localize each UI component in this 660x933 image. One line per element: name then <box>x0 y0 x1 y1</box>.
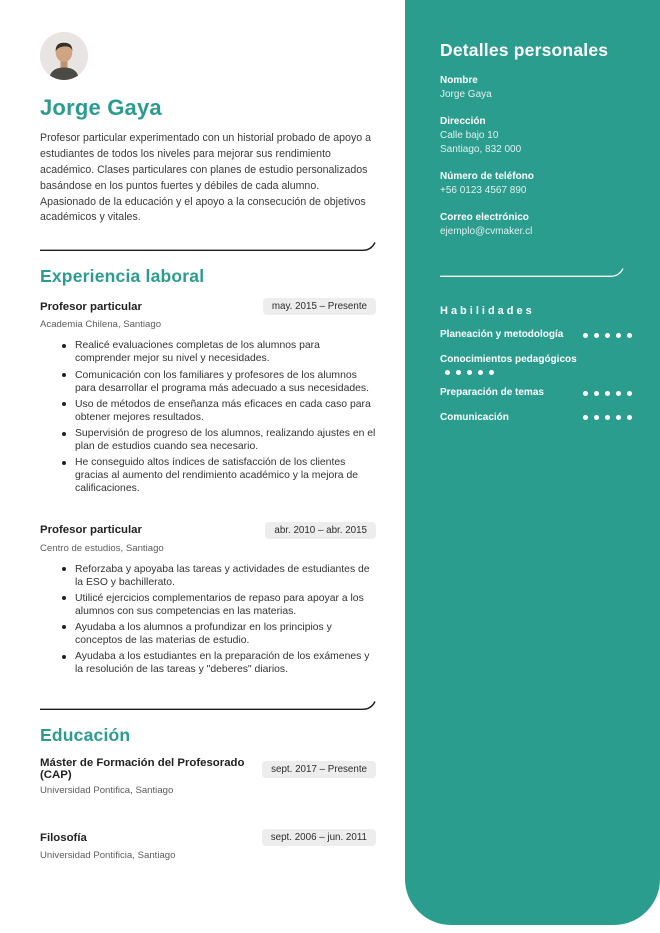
school-line: Universidad Pontificia, Santiago <box>40 850 176 862</box>
field-label: Nombre <box>440 75 478 86</box>
skill-rating <box>583 391 632 396</box>
field-label: Dirección <box>440 116 486 127</box>
degree-title: Máster de Formación del Profesorado (CAP) <box>40 757 245 782</box>
skill-dot <box>583 391 588 396</box>
bullet-item: Comunicación con los familiares y profesores de los alumnos para desarrollar el programa más adecuado a sus necesidades. <box>62 369 376 395</box>
bullet-item: Supervisión de progreso de los alumnos, realizando ajustes en el plan de estudios cuando sea necesario. <box>62 427 376 453</box>
skill-dot <box>627 415 632 420</box>
company-line: Academia Chilena, Santiago <box>40 319 162 331</box>
skill-dot <box>445 370 450 375</box>
bullet-item: He conseguido altos índices de satisfacción de los clientes gracias al aumento del rendimiento académico y la mejora de calificaciones. <box>62 456 376 495</box>
date-badge: abr. 2010 – abr. 2015 <box>265 522 376 539</box>
skill-dot <box>605 415 610 420</box>
bullet-item: Ayudaba a los alumnos a profundizar en los principios y conceptos de las materias de estudio. <box>62 621 376 647</box>
school-line: Universidad Pontifica, Santiago <box>40 785 174 797</box>
bullet-item: Uso de métodos de enseñanza más eficaces en cada caso para obtener mejores resultados. <box>62 398 376 424</box>
experience-entry <box>40 298 376 495</box>
skill-label: Planeación y metodología <box>440 329 564 340</box>
personal-detail-field <box>440 211 632 239</box>
skill-dot <box>605 391 610 396</box>
personal-detail-field <box>440 74 632 102</box>
skill-rating <box>583 415 632 420</box>
skill-rating <box>583 333 632 338</box>
bullet-item: Ayudaba a los estudiantes en la preparación de los exámenes y la resolución de las tareas y "deberes" diarios. <box>62 650 376 676</box>
skill-dot <box>478 370 483 375</box>
section-divider <box>40 700 376 711</box>
field-label: Correo electrónico <box>440 212 529 223</box>
sidebar-divider <box>440 265 632 283</box>
entry-header <box>40 522 376 539</box>
skill-dot <box>627 333 632 338</box>
skill-dot <box>583 415 588 420</box>
page-title: Jorge Gaya <box>40 95 162 120</box>
job-title: Profesor particular <box>40 524 142 537</box>
field-value: Santiago, 832 000 <box>440 144 522 155</box>
skill-dot <box>605 333 610 338</box>
person-portrait-icon <box>40 32 88 80</box>
personal-detail-field <box>440 170 632 198</box>
profile-photo <box>40 32 88 80</box>
skill-dot <box>594 333 599 338</box>
bullet-item: Reforzaba y apoyaba las tareas y actividades de estudiantes de la ESO y bachillerato. <box>62 563 376 589</box>
field-value: ejemplo@cvmaker.cl <box>440 226 533 237</box>
summary-text: Profesor particular experimentado con un historial probado de apoyo a estudiantes de todos los niveles para mejorar sus rendimiento académico. Clases particulares con planes de estudio personalizados basándose en los puntos fuertes y débiles de cada alumno. Apasionado de la educación y el apoyo a la consecución de objetivos académicos y vitales. <box>40 132 371 224</box>
degree-title: Filosofía <box>40 831 87 844</box>
education-heading: Educación <box>40 725 131 746</box>
skill-dot <box>616 415 621 420</box>
company-line: Centro de estudios, Santiago <box>40 542 164 554</box>
date-badge: may. 2015 – Presente <box>263 298 376 315</box>
date-badge: sept. 2017 – Presente <box>262 761 376 778</box>
skills-heading: Habilidades <box>440 305 535 317</box>
personal-details-list <box>440 74 632 239</box>
skill-dot <box>583 333 588 338</box>
skill-label: Conocimientos pedagógicos <box>440 353 577 365</box>
skill-dot <box>594 391 599 396</box>
personal-details-heading: Detalles personales <box>440 40 609 60</box>
skill-row <box>440 329 632 342</box>
bullet-list <box>62 563 376 677</box>
skill-row <box>440 354 632 376</box>
skill-row <box>440 412 632 425</box>
education-entry <box>40 757 376 796</box>
field-label: Número de teléfono <box>440 171 534 182</box>
skill-dot <box>594 415 599 420</box>
education-entry <box>40 829 376 861</box>
experience-entry <box>40 522 376 677</box>
skill-dot <box>627 391 632 396</box>
skill-label: Preparación de temas <box>440 387 544 398</box>
sidebar <box>405 0 660 925</box>
personal-detail-field <box>440 115 632 157</box>
experience-list <box>40 298 376 676</box>
entry-header <box>40 829 376 846</box>
entry-header <box>40 757 376 781</box>
field-value: +56 0123 4567 890 <box>440 185 527 196</box>
date-badge: sept. 2006 – jun. 2011 <box>262 829 376 846</box>
skill-rating <box>440 370 632 375</box>
bullet-item: Realicé evaluaciones completas de los alumnos para comprender mejor su nivel y necesidades. <box>62 339 376 365</box>
field-value: Calle bajo 10 <box>440 130 499 141</box>
skill-dot <box>456 370 461 375</box>
education-list <box>40 757 376 861</box>
entry-header <box>40 298 376 315</box>
bullet-list <box>62 339 376 495</box>
skill-row <box>440 387 632 400</box>
skill-dot <box>489 370 494 375</box>
skill-dot <box>467 370 472 375</box>
bullet-item: Utilicé ejercicios complementarios de repaso para apoyar a los alumnos con sus competencias en las materias. <box>62 592 376 618</box>
skills-list <box>440 329 632 424</box>
job-title: Profesor particular <box>40 300 142 313</box>
field-value: Jorge Gaya <box>440 89 492 100</box>
skill-dot <box>616 391 621 396</box>
skill-label: Comunicación <box>440 411 509 423</box>
skill-dot <box>616 333 621 338</box>
experience-heading: Experiencia laboral <box>40 266 205 287</box>
section-divider <box>40 241 376 252</box>
